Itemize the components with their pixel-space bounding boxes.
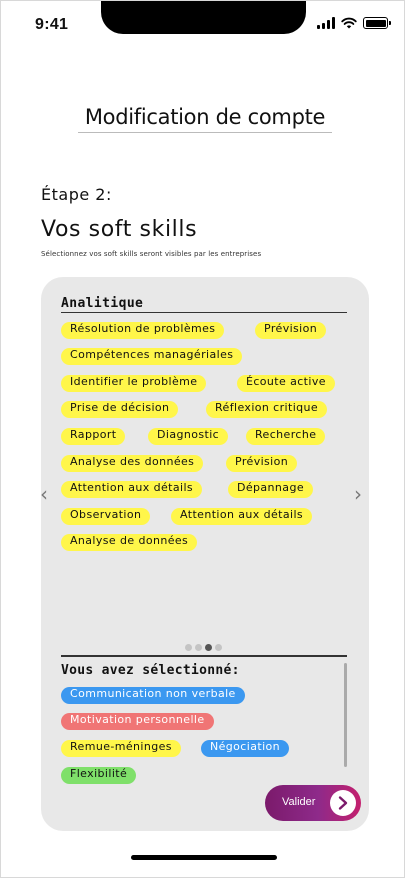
page-title: Modification de compte bbox=[78, 105, 332, 133]
status-time: 9:41 bbox=[35, 16, 69, 33]
page-dot[interactable] bbox=[215, 644, 222, 651]
skill-chip[interactable]: Dépannage bbox=[228, 481, 313, 498]
next-page-arrow[interactable]: › bbox=[354, 482, 362, 506]
selected-skills-list[interactable] bbox=[61, 683, 343, 780]
section-title: Vos soft skills bbox=[41, 217, 198, 242]
skill-chip[interactable]: Rapport bbox=[61, 428, 125, 445]
validate-label: Valider bbox=[282, 796, 316, 808]
skill-chip[interactable]: Prévision bbox=[255, 322, 326, 339]
skill-chip[interactable]: Analyse des données bbox=[61, 455, 203, 472]
home-indicator[interactable] bbox=[131, 855, 277, 860]
skill-chip[interactable]: Analyse de données bbox=[61, 534, 197, 551]
notch bbox=[101, 1, 306, 34]
skill-chip[interactable]: Prévision bbox=[226, 455, 297, 472]
status-icons bbox=[317, 17, 388, 29]
selected-skill-chip[interactable]: Motivation personnelle bbox=[61, 713, 214, 730]
page-indicator bbox=[185, 644, 222, 651]
selected-skill-chip[interactable]: Communication non verbale bbox=[61, 687, 245, 704]
skill-chip[interactable]: Recherche bbox=[246, 428, 325, 445]
page-dot[interactable] bbox=[185, 644, 192, 651]
signal-icon bbox=[317, 17, 335, 29]
divider bbox=[61, 655, 347, 657]
skill-chip[interactable]: Attention aux détails bbox=[171, 508, 312, 525]
section-hint: Sélectionnez vos soft skills seront visibles par les entreprises bbox=[41, 250, 262, 258]
skill-chip[interactable]: Attention aux détails bbox=[61, 481, 202, 498]
page-dot[interactable] bbox=[195, 644, 202, 651]
selected-skill-chip[interactable]: Remue-méninges bbox=[61, 740, 181, 757]
skill-chip[interactable]: Identifier le problème bbox=[61, 375, 206, 392]
skill-chip[interactable]: Compétences managériales bbox=[61, 348, 242, 365]
skill-chip[interactable]: Prise de décision bbox=[61, 401, 178, 418]
selection-scrollbar[interactable] bbox=[344, 663, 347, 767]
arrow-right-icon bbox=[330, 790, 356, 816]
prev-page-arrow[interactable]: ‹ bbox=[40, 482, 48, 506]
category-title: Analitique bbox=[61, 296, 347, 313]
selection-title: Vous avez sélectionné: bbox=[61, 663, 240, 678]
selected-skill-chip[interactable]: Flexibilité bbox=[61, 767, 136, 784]
step-label: Étape 2: bbox=[41, 185, 112, 204]
battery-icon bbox=[363, 17, 388, 29]
selected-skill-chip[interactable]: Négociation bbox=[201, 740, 289, 757]
skill-chip[interactable]: Diagnostic bbox=[148, 428, 228, 445]
skill-chip[interactable]: Observation bbox=[61, 508, 150, 525]
skills-card bbox=[41, 277, 369, 831]
validate-button[interactable] bbox=[265, 785, 361, 821]
skill-chip[interactable]: Résolution de problèmes bbox=[61, 322, 224, 339]
wifi-icon bbox=[341, 17, 357, 29]
skill-chip[interactable]: Écoute active bbox=[237, 375, 335, 392]
page-dot-active[interactable] bbox=[205, 644, 212, 651]
skill-chip[interactable]: Réflexion critique bbox=[206, 401, 327, 418]
